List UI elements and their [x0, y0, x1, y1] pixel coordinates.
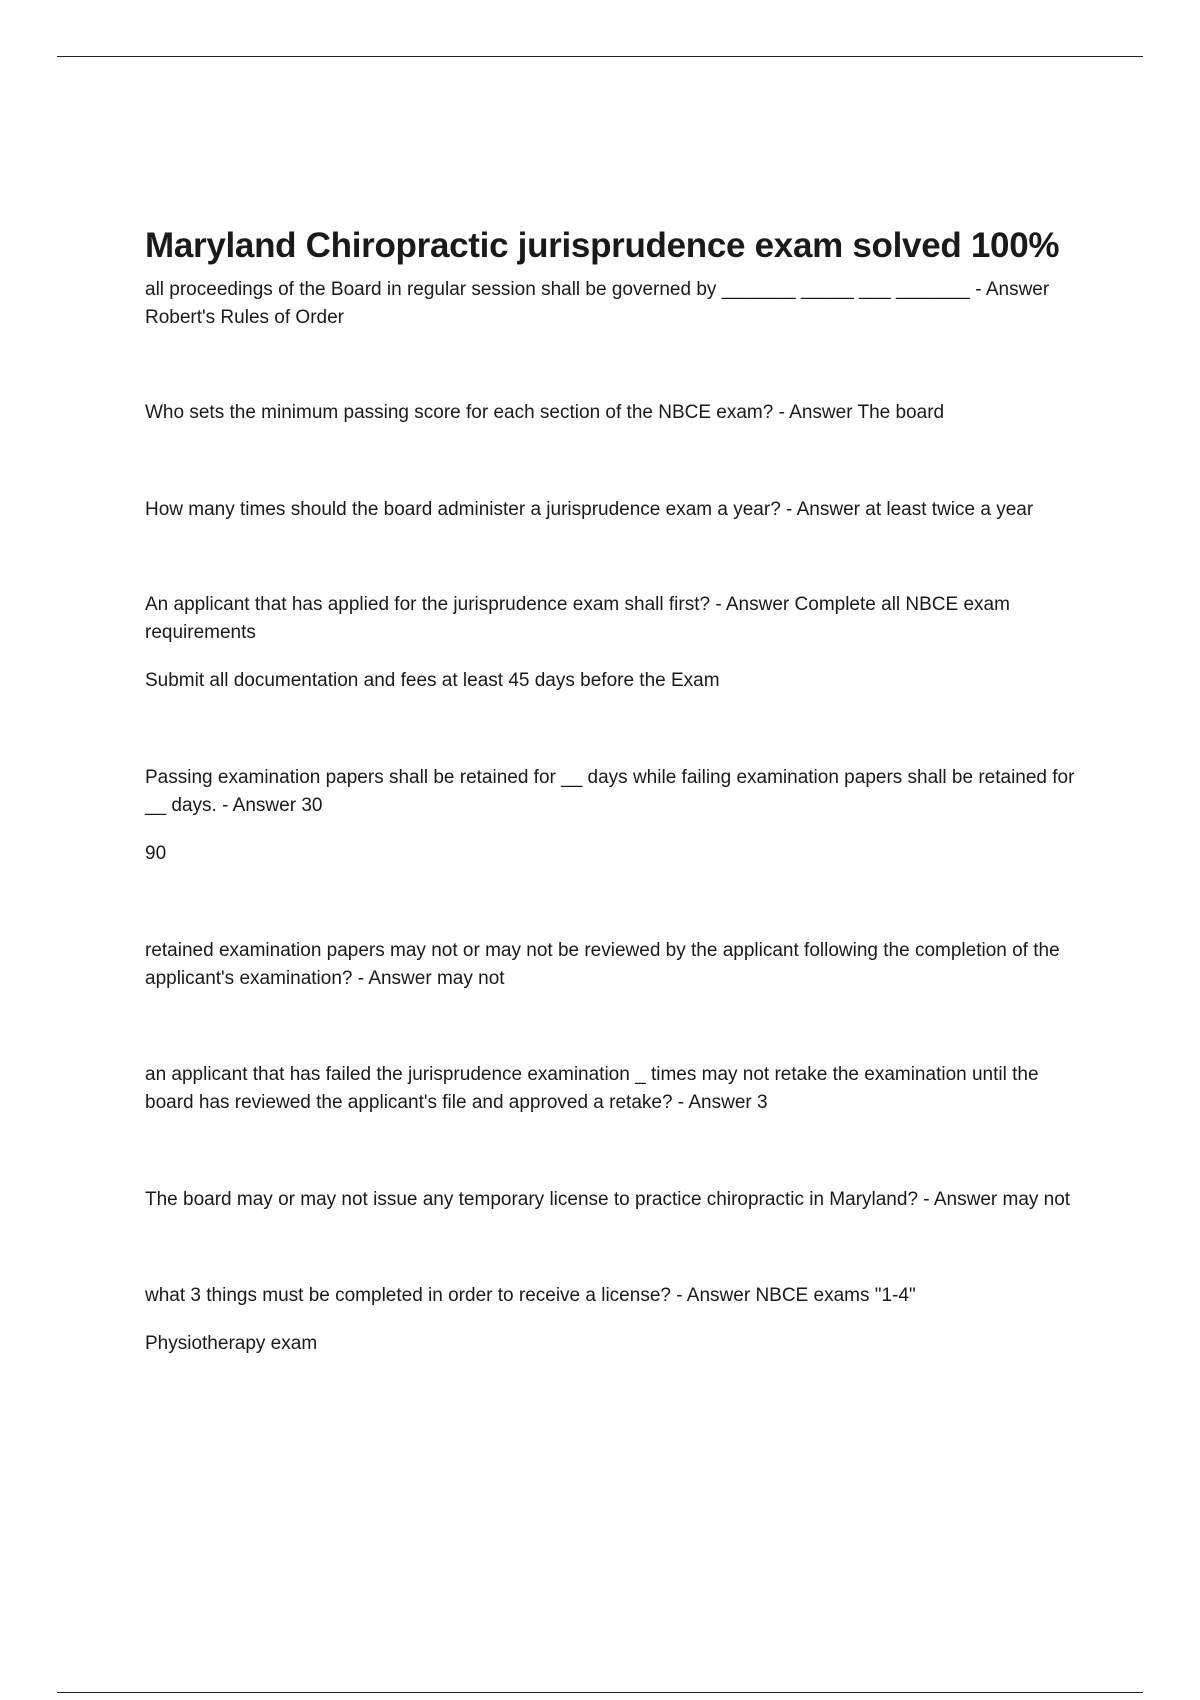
qa-line — [145, 399, 1085, 427]
answer-separator: - Answer — [672, 1092, 758, 1113]
question-text: retained examination papers may not or may not be reviewed by the applicant following the completion of the applicant's examination? — [145, 940, 1060, 989]
answer-separator: - Answer — [216, 795, 302, 816]
qa-line — [145, 1061, 1085, 1117]
question-text: Who sets the minimum passing score for each section of the NBCE exam? — [145, 402, 774, 423]
qa-item — [145, 937, 1085, 993]
answer-continuation: Submit all documentation and fees at least 45 days before the Exam — [145, 670, 720, 691]
answer-text: 30 — [301, 795, 323, 816]
qa-line — [145, 1282, 1085, 1310]
answer-text: Robert's Rules of Order — [145, 307, 344, 328]
answer-separator: - Answer — [773, 402, 858, 423]
qa-item — [145, 276, 1085, 332]
qa-line — [145, 276, 1085, 332]
question-text: an applicant that has failed the jurisprudence examination _ times may not retake the examination until the board has reviewed the applicant's file and approved a retake? — [145, 1064, 1039, 1113]
question-text: How many times should the board administer a jurisprudence exam a year? — [145, 499, 781, 520]
qa-item — [145, 1282, 1085, 1358]
answer-separator: - Answer — [780, 499, 866, 520]
answer-separator: - Answer — [918, 1189, 1003, 1210]
qa-item — [145, 1061, 1085, 1117]
question-text: all proceedings of the Board in regular session shall be governed by _______ _____ ___ _______ — [145, 279, 970, 300]
qa-item — [145, 1186, 1085, 1214]
qa-item — [145, 764, 1085, 868]
header-rule — [57, 56, 1143, 57]
answer-text: may not — [1002, 1189, 1071, 1210]
qa-line — [145, 496, 1085, 524]
answer-text: Complete all NBCE exam requirements — [145, 594, 1010, 643]
qa-line — [145, 937, 1085, 993]
answer-text: at least twice a year — [865, 499, 1034, 520]
answer-separator: - Answer — [352, 968, 437, 989]
answer-continuation: Physiotherapy exam — [145, 1333, 318, 1354]
qa-item — [145, 399, 1085, 427]
question-text: The board may or may not issue any temporary license to practice chiropractic in Maryland? — [145, 1189, 919, 1210]
answer-separator: - Answer — [970, 279, 1050, 300]
qa-item — [145, 496, 1085, 524]
footer-rule — [57, 1692, 1143, 1693]
qa-item — [145, 591, 1085, 695]
qa-line — [145, 1186, 1085, 1214]
question-text: what 3 things must be completed in order to receive a license? — [145, 1285, 671, 1306]
qa-line — [145, 764, 1085, 820]
question-text: An applicant that has applied for the jurisprudence exam shall first? — [145, 594, 711, 615]
answer-continuation: 90 — [145, 843, 167, 864]
qa-line — [145, 591, 1085, 647]
answer-text: 3 — [757, 1092, 768, 1113]
answer-separator: - Answer — [710, 594, 795, 615]
document-body — [145, 222, 1085, 1358]
answer-text: NBCE exams "1-4" — [755, 1285, 916, 1306]
answer-text: The board — [857, 402, 945, 423]
question-text: Passing examination papers shall be retained for __ days while failing examination papers shall be retained for __ days. — [145, 767, 1075, 816]
document-title: Maryland Chiropractic jurisprudence exam solved 100% — [145, 226, 1060, 265]
answer-separator: - Answer — [670, 1285, 756, 1306]
answer-text: may not — [436, 968, 505, 989]
